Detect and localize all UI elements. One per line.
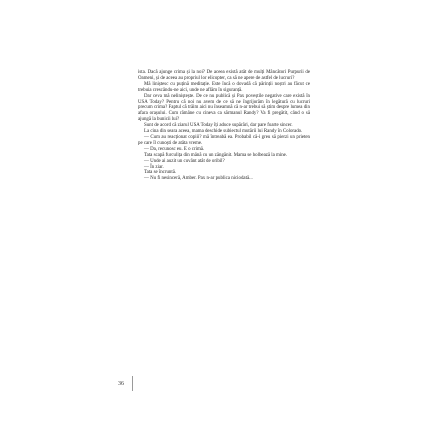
paragraph: La cina din seara aceea, mama deschide subiectul mutării lui Randy în Colorado.: [144, 129, 303, 135]
paragraph: — Nu fi nesinceră, Amber. Pax n-ar publica niciodată...: [144, 176, 253, 182]
margin-rule: [132, 376, 133, 391]
paragraph: Dar ceva mă neliniștește. De ce nu publică și Pax poveștile negative care există în USA Today? Pentru că noi nu avem de ce să ne îngrijorăm în legătură cu lucruri precum crima? Faptul că trăim aici nu înseamnă că n-ar trebui să știm despre lumea din afara orașului. Cum rămâne cu cineva ca sărmanul Randy? Va fi pregătit, când o să ajungă la bunicii lui?: [138, 93, 310, 123]
paragraph: ista. Dacă ajunge crima și la noi? De aceea există atât de mulți Mâncători Purpurii de Oameni, și de aceea au propriul lor elicopter, ca să ne apere de astfel de lucruri?: [138, 70, 310, 81]
paragraph: — Da, recunosc eu. E o crimă.: [144, 146, 205, 152]
paragraph: Tata scapă furculița din mână cu un zăngănit. Mama se holbează la mine.: [144, 152, 288, 158]
paragraph: Sunt de acord că ziarul USA Today îți aduce supărări, dar pare foarte sincer.: [144, 123, 293, 129]
paragraph: — Cum au reacționat copiii? mă întreabă ea. Probabil că-i greu să pierzi un prieten pe care îl cunoști de atâta vreme.: [138, 134, 310, 146]
paragraph: — Unde ai auzit un cuvânt atât de oribil?: [144, 158, 225, 164]
paragraph: Tata se încruntă.: [144, 170, 177, 176]
paragraph: Mă liniștesc cu puțină meditație. Este încă o dovadă că părinții noștri au făcut ce trebuia crescându-ne aici, unde ne aflăm în siguranță.: [138, 81, 310, 93]
page-number: 36: [118, 381, 124, 387]
paragraph: — În ziar.: [144, 164, 164, 170]
body-text: [138, 70, 310, 182]
